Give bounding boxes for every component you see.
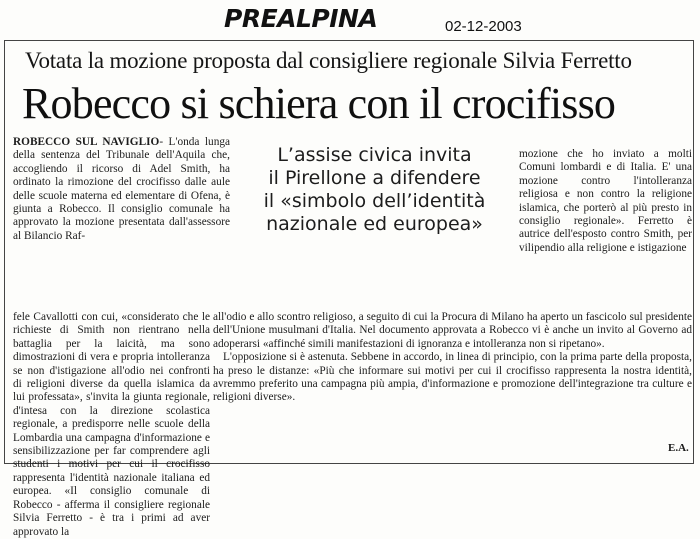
pull-quote: [232, 144, 517, 236]
bottom-text-2: L'opposizione si è astenuta. Sebbene in accordo, in linea di principio, con la prima parte della proposta, ha preso le distanze: «Più che informare sui motivi per cui il crocifisso rappresenta la nostra identità, avremmo preferito una campagna più ampia, d'informazione e promozione dell'integrazione tra culture e religioni diverse».: [213, 351, 692, 404]
column-1-text: - L'onda lunga della sentenza del Tribunale dell'Aquila che, accogliendo il ricorso di Adel Smith, ha ordinato la rimozione del crocifisso dalle aule delle scuole materna ed elementare di Ofena, è giunta a Robecco. Il consiglio comunale ha approvato la mozione presentata dall'assessore al Bilancio Raf-: [13, 136, 231, 242]
article-bottom-block: [213, 311, 692, 461]
article-wide-block: [13, 311, 210, 538]
pull-quote-line: il Pirellone a difendere: [268, 167, 481, 189]
article-kicker: Votata la mozione proposta dal consigliere regionale Silvia Ferretto: [25, 48, 632, 73]
author-signature: E.A.: [668, 442, 689, 454]
pull-quote-line: nazionale ed europea»: [266, 213, 483, 235]
article-column-1: [13, 136, 230, 311]
pull-quote-line: L’assise civica invita: [277, 144, 472, 166]
wide-block-text: fele Cavallotti con cui, «considerato che le richieste di Smith non rientrano nella battaglia per la laicità, ma sono dimostrazioni di vera e propria intolleranza se non d'istigazione all'odio nei confronti di religioni diverse da quella islamica da lui professata», s'invita la giunta regionale, d'intesa con la direzione scolastica regionale, a predisporre nelle scuole della Lombardia una campagna d'informazione e sensibilizzazione per far comprendere agli studenti i motivi per cui il crocifisso rappresenta l'identità nazionale italiana ed europea. «Il consiglio comunale di Robecco - afferma il consigliere regionale Silvia Ferretto - è tra i primi ad aver approvato la: [13, 311, 210, 538]
publication-date: 02-12-2003: [445, 18, 522, 35]
article-headline: Robecco si schiera con il crocifisso: [22, 79, 616, 128]
masthead: [224, 4, 377, 40]
column-3-text: mozione che ho inviato a molti Comuni lombardi e di Italia. E' una mozione contro l'intolleranza religiosa e non contro la religione islamica, che porterò al più presto in consiglio regionale». Ferretto è autrice dell'esposto contro Smith, per vilipendio alla religione e istigazione: [519, 148, 692, 254]
newspaper-logo: PREALPINA: [224, 4, 378, 33]
article-column-3: [519, 148, 692, 255]
pull-quote-line: il «simbolo dell’identità: [263, 190, 486, 212]
bottom-text-1: all'odio e allo scontro religioso, a seguito di cui la Procura di Milano ha aperto un fascicolo sul presidente dell'Unione musulmani d'Italia. Nel documento approvata a Robecco vi è anche un invito al Governo ad adoperarsi «affinché simili manifestazioni di ignoranza e intolleranza non si ripetano».: [213, 311, 692, 350]
dateline: ROBECCO SUL NAVIGLIO: [13, 136, 160, 148]
